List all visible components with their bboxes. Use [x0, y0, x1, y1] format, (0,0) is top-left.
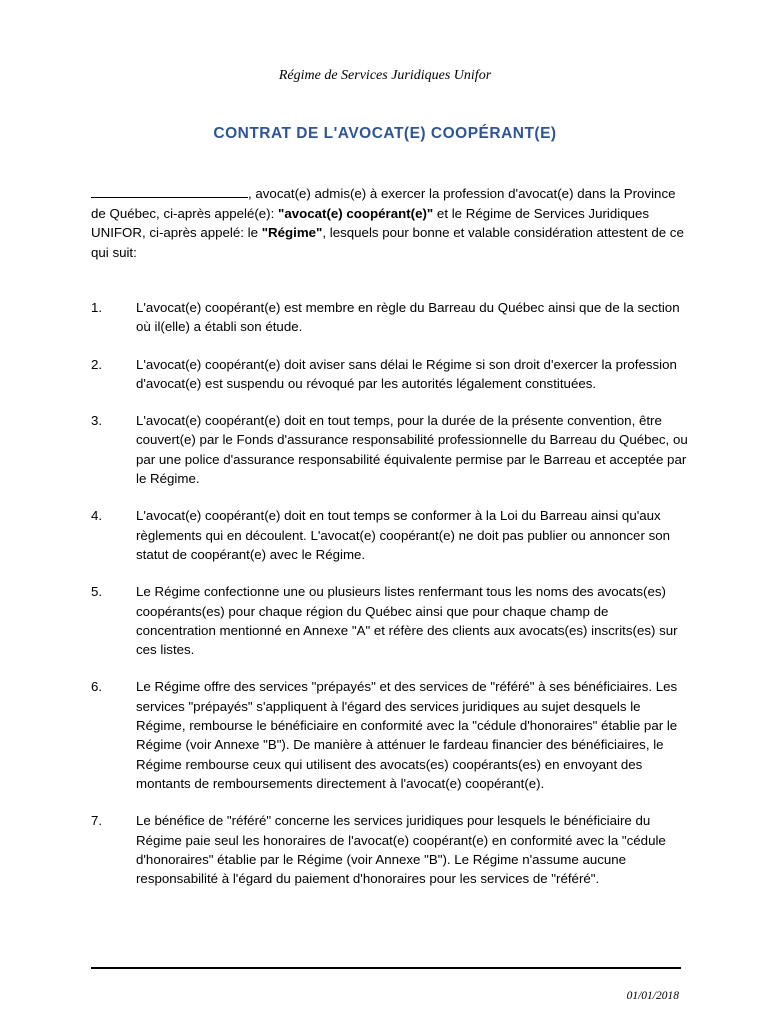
- clause-item: [91, 506, 691, 564]
- clause-number: 1.: [91, 300, 103, 315]
- clause-text: L'avocat(e) coopérant(e) est membre en règle du Barreau du Québec ainsi que de la section où il(elle) a établi son étude.: [136, 300, 680, 335]
- clause-item: [91, 582, 691, 659]
- intro-paragraph: [91, 184, 691, 262]
- clause-number: 6.: [91, 679, 103, 695]
- clause-number: 3.: [91, 413, 103, 429]
- clause-number: 4.: [91, 508, 103, 524]
- clause-item: [91, 411, 691, 488]
- clause-number: 7.: [91, 813, 103, 829]
- clause-item: [91, 811, 691, 888]
- running-header: Régime de Services Juridiques Unifor: [278, 68, 492, 83]
- clause-text: Le Régime confectionne une ou plusieurs listes renfermant tous les noms des avocats(es) coopérants(es) pour chaque région du Québec ainsi que pour chaque champ de concentration mentionné en Annexe "A" et réfère des clients aux avocats(es) inscrits(es) sur ces listes.: [136, 584, 678, 658]
- clause-list: [91, 298, 691, 906]
- footer-divider: [91, 967, 681, 969]
- clause-text: Le Régime offre des services "prépayés" et des services de "référé" à ses bénéficiaires. Les services "prépayés" s'appliquent à l'égard des services juridiques au sujet desquels le Régime, rembourse le bénéficiaire en conformité avec la "cédule d'honoraires" établie par le Régime (voir Annexe "B"). De manière à atténuer le fardeau financier des bénéficiaires, le Régime rembourse ceux qui utilisent des avocats(es) coopérants(es) en envoyant des montants de remboursements directement à l'avocat(e) coopérant(e).: [136, 679, 678, 791]
- clause-text: L'avocat(e) coopérant(e) doit aviser sans délai le Régime si son droit d'exercer la profession d'avocat(e) est suspendu ou révoqué par les autorités légalement constituées.: [136, 356, 677, 391]
- intro-bold-2: "Régime": [261, 225, 323, 240]
- clause-item: [91, 298, 691, 337]
- intro-part-1: , avocat(e) admis(e) à exercer la profession d'avocat(e) dans la Province de Québec, ci-après appelé(e):: [91, 186, 676, 221]
- intro-bold-1: "avocat(e) coopérant(e)": [278, 205, 434, 221]
- contract-title: CONTRAT DE L'AVOCAT(E) COOPÉRANT(E): [213, 125, 557, 142]
- footer-date: 01/01/2018: [626, 990, 679, 1002]
- lawyer-name-blank: [91, 185, 248, 198]
- clause-text: L'avocat(e) coopérant(e) doit en tout temps, pour la durée de la présente convention, être couvert(e) par le Fonds d'assurance responsabilité professionnelle du Barreau du Québec, ou par une police d'assurance responsabilité équivalente permise par le Barreau et acceptée par le Régime.: [136, 413, 688, 487]
- clause-item: [91, 355, 691, 394]
- intro-part-2: et le Régime de Services Juridiques UNIFOR, ci-après appelé: le: [91, 205, 650, 240]
- clause-item: [91, 677, 691, 793]
- clause-text: L'avocat(e) coopérant(e) doit en tout temps se conformer à la Loi du Barreau ainsi qu'aux règlements qui en découlent. L'avocat(e) coopérant(e) ne doit pas publier ou annoncer son statut de coopérant(e) avec le Régime.: [136, 508, 671, 562]
- clause-number: 2.: [91, 356, 103, 372]
- clause-number: 5.: [91, 584, 103, 600]
- clause-text: Le bénéfice de "référé" concerne les services juridiques pour lesquels le bénéficiaire du Régime paie seul les honoraires de l'avocat(e) coopérant(e) en conformité avec la "cédule d'honoraires" établie par le Régime (voir Annexe "B"). Le Régime n'assume aucune responsabilité à l'égard du paiement d'honoraires pour les services de "référé".: [136, 813, 666, 887]
- intro-part-3: , lesquels pour bonne et valable considération attestent de ce qui suit:: [91, 225, 684, 260]
